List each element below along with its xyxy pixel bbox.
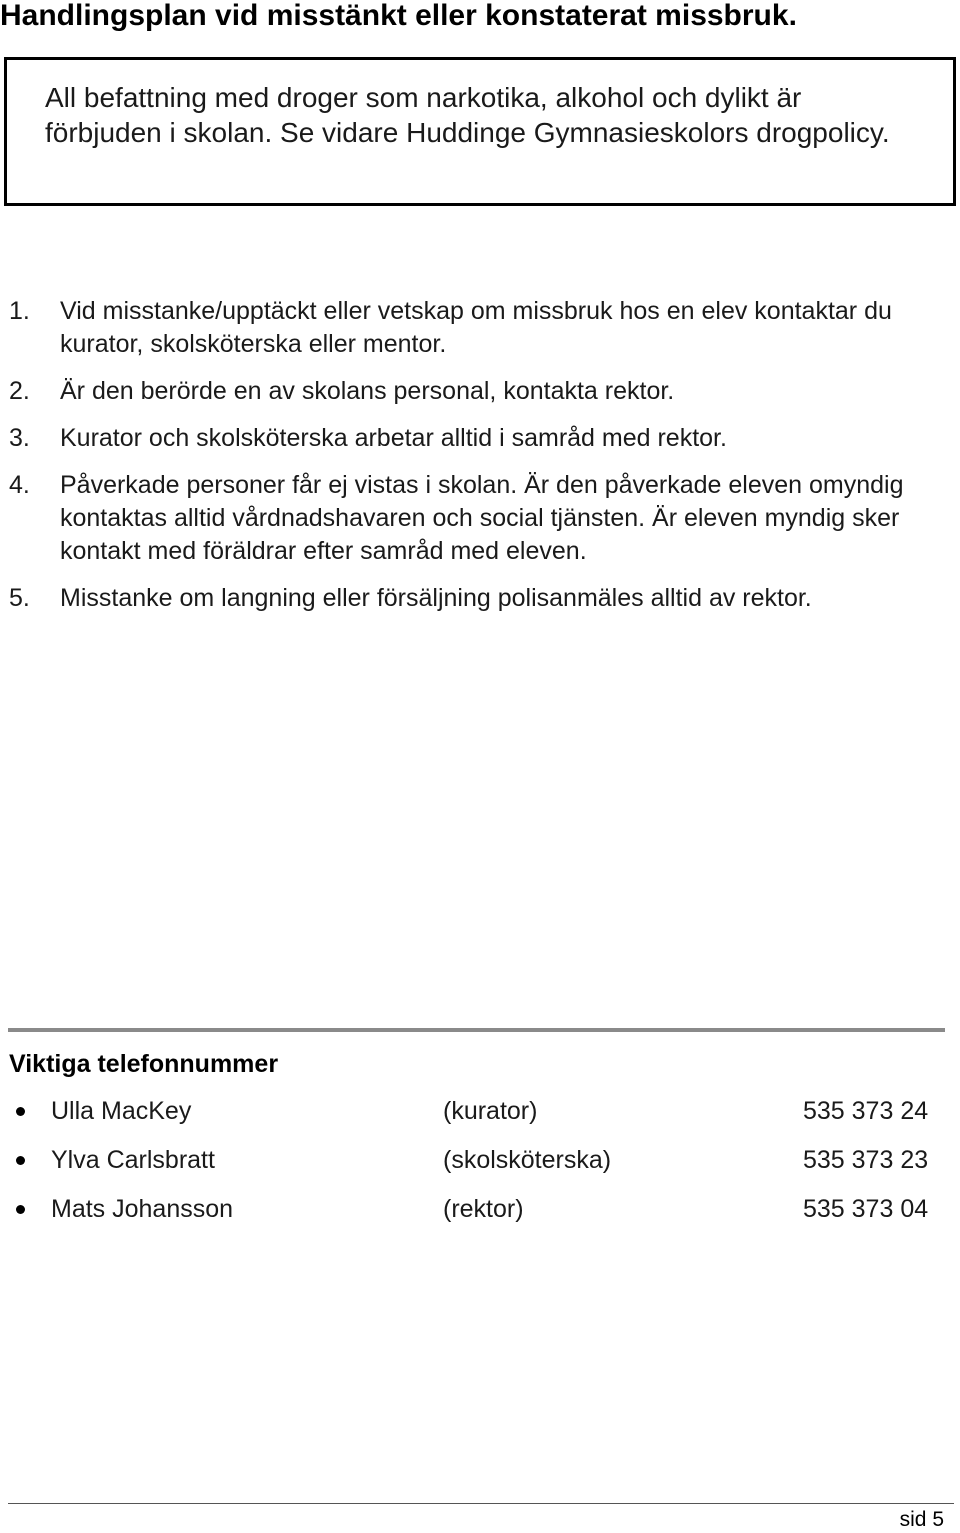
step-item	[0, 375, 960, 408]
step-number: 5.	[9, 584, 30, 612]
contact-name: Mats Johansson	[51, 1195, 234, 1223]
contact-item	[0, 1143, 960, 1192]
step-text: Är den berörde en av skolans personal, kontakta rektor.	[60, 377, 675, 405]
notice-box	[4, 57, 956, 206]
step-item	[0, 469, 960, 568]
bullet-icon	[16, 1107, 25, 1116]
contact-phone: 535 373 04	[803, 1195, 929, 1223]
notice-text: All befattning med droger som narkotika, alkohol och dylikt är förbjuden i skolan. Se vidare Huddinge Gymnasieskolors drogpolicy.	[45, 82, 890, 148]
step-text: Vid misstanke/upptäckt eller vetskap om missbruk hos en elev kontaktar du kurator, skolsköterska eller mentor.	[60, 297, 892, 358]
action-steps-list	[0, 295, 960, 629]
section-divider	[8, 1028, 945, 1032]
contact-name: Ylva Carlsbratt	[51, 1146, 215, 1174]
document-title: Handlingsplan vid misstänkt eller konstaterat missbruk.	[0, 0, 797, 32]
step-text: Påverkade personer får ej vistas i skolan. Är den påverkade eleven omyndig kontaktas alltid vårdnadshavaren och social tjänsten. Är eleven myndig sker kontakt med föräldrar efter samråd med eleven.	[60, 471, 904, 565]
step-item	[0, 295, 960, 361]
bullet-icon	[16, 1205, 25, 1214]
step-text: Misstanke om langning eller försäljning polisanmäles alltid av rektor.	[60, 584, 812, 612]
step-item	[0, 422, 960, 455]
step-number: 2.	[9, 377, 30, 405]
contact-role: (skolsköterska)	[443, 1146, 612, 1174]
step-number: 4.	[9, 471, 30, 499]
step-text: Kurator och skolsköterska arbetar alltid i samråd med rektor.	[60, 424, 727, 452]
page-number: sid 5	[899, 1508, 944, 1531]
contacts-list	[0, 1094, 960, 1241]
step-number: 3.	[9, 424, 30, 452]
bullet-icon	[16, 1156, 25, 1165]
contact-role: (kurator)	[443, 1097, 538, 1125]
step-item	[0, 582, 960, 615]
contact-role: (rektor)	[443, 1195, 524, 1223]
contact-item	[0, 1094, 960, 1143]
contact-phone: 535 373 23	[803, 1146, 929, 1174]
contact-name: Ulla MacKey	[51, 1097, 192, 1125]
footer-divider	[8, 1503, 954, 1504]
contact-item	[0, 1192, 960, 1241]
step-number: 1.	[9, 297, 30, 325]
contact-phone: 535 373 24	[803, 1097, 929, 1125]
phones-heading: Viktiga telefonnummer	[9, 1050, 279, 1078]
